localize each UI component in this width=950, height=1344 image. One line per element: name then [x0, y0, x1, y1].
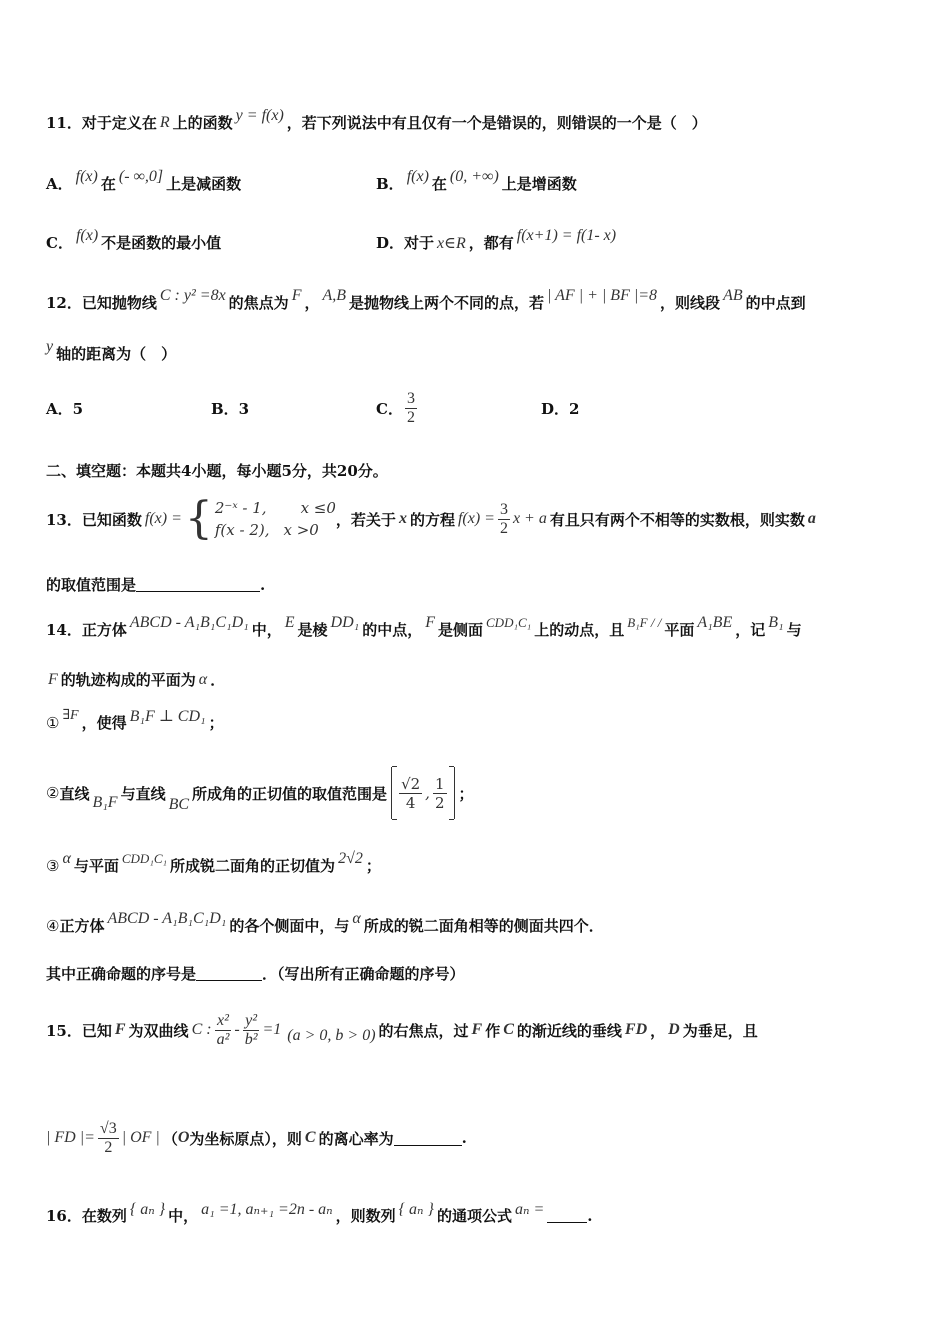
question-15-line2: | FD |= $\frac{√3}{2}$ | OF | （ O 为坐标原点），则 C 的离心率为 . [46, 1119, 467, 1156]
q13-fraction: $\frac{3}{2}$ [499, 500, 508, 537]
q11-c-math-fx: f(x) [75, 226, 99, 244]
question-11-options-ab [46, 167, 910, 194]
q11-option-c[interactable]: C． f(x) 不是函数的最小值 [46, 226, 222, 252]
q11-a-math-interval: (- ∞,0] [118, 167, 164, 185]
q11-math-R: R [159, 113, 170, 131]
q11-a-math-fx: f(x) [75, 167, 98, 185]
q11-option-a[interactable]: A． f(x) 在 (- ∞,0] 上是减函数 [46, 167, 242, 193]
q11-text-pre: 11．对于定义在 [46, 114, 157, 132]
question-14-stem-line2: F 的轨迹构成的平面为 α ． [48, 670, 226, 689]
q11-text-mid: 上的函数 [172, 114, 233, 132]
question-15-stem: 15．已知 F 为双曲线 C : $\frac{\text{x²}}{\text{a²}}$ - $\frac{\text{y²}}{\text{b²}}$ =1 (a > 0, b > 0) 的右焦点，过 F 作 C 的渐近线的垂线 FD ， D 为垂足，且 [46, 1011, 758, 1048]
q12-option-a[interactable]: A．5 [46, 400, 84, 418]
q14-statement-4: ④ 正方体 ABCD - A₁B₁C₁D₁ 的各个侧面中，与 α 所成的锐二面角相等的侧面共四个． [46, 909, 604, 935]
q14-range-bracket: $\frac{√2}{4}$ , $\frac{1}{2}$ [391, 767, 454, 819]
q12-c-fraction: $\frac{3}{2}$ [406, 390, 415, 426]
q12-option-c[interactable]: C． $\frac{3}{2}$ [376, 390, 415, 426]
q13-answer-blank[interactable] [136, 577, 260, 592]
q11-text-post: ，若下列说法中有且仅有一个是错误的，则错误的一个是（ ） [286, 114, 707, 132]
q11-d-math-x-in-R: x∈R [437, 234, 466, 252]
section-2-heading: 二、填空题：本题共4小题，每小题5分，共20分。 [46, 462, 388, 480]
q12-option-b[interactable]: B．3 [211, 400, 250, 418]
question-13-stem: 13．已知函数 f(x) = { 2⁻ˣ - 1, x ≤0 f(x - 2), x >0 ，若关于 x 的方程 f(x) = $\frac{3}{2}$ x + a 有且只有两个不相等的实数根，则实数 a [46, 493, 816, 544]
q12-math-condition: | AF | + | BF |=8 [547, 286, 658, 304]
q11-option-d[interactable]: D． 对于 x∈R ，都有 f(x+1) = f(1- x) [376, 226, 617, 252]
question-11-options-cd [46, 226, 910, 253]
question-16-stem: 16．在数列 { aₙ } 中， a₁ =1, aₙ₊₁ =2n - aₙ ，则数列 { aₙ } 的通项公式 aₙ = . [46, 1200, 593, 1225]
question-13-answer-line: 的取值范围是 . [46, 575, 266, 594]
q11-math-function: y = f(x) [235, 106, 284, 124]
q11-b-math-fx: f(x) [406, 167, 429, 185]
question-14-stem: 14．正方体 ABCD - A₁B₁C₁D₁ 中， E 是棱 DD₁ 的中点， F 是侧面 CDD₁C₁ 上的动点，且 B₁F / / 平面 A₁BE ，记 B₁ 与 [46, 613, 802, 639]
q14-statement-1: ① ∃F ，使得 B₁F ⊥ CD₁ ； [46, 707, 224, 732]
q12-option-d[interactable]: D．2 [541, 400, 580, 418]
q13-math-fx: f(x) = [144, 510, 182, 527]
q16-math-recurrence: a₁ =1, aₙ₊₁ =2n - aₙ [201, 1200, 333, 1218]
question-12-stem: 12．已知抛物线 C : y² =8x 的焦点为 F ， A,B 是抛物线上两个不同的点，若 | AF | + | BF |=8 ，则线段 AB 的中点到 [46, 286, 806, 312]
q14-statement-3: ③ α 与平面 CDD₁C₁ 所成锐二面角的正切值为 2√2 ； [46, 849, 381, 875]
q14-answer-line: 其中正确命题的序号是 ．（写出所有正确命题的序号） [46, 965, 465, 983]
q15-answer-blank[interactable] [394, 1131, 462, 1146]
question-12-options [46, 390, 910, 427]
q11-option-b[interactable]: B． f(x) 在 (0, +∞) 上是增函数 [376, 167, 577, 193]
q15-fraction-x: $\frac{\text{x²}}{\text{a²}}$ [216, 1011, 230, 1048]
q13-piecewise: 2⁻ˣ - 1, x ≤0 f(x - 2), x >0 [214, 499, 336, 539]
q11-b-math-interval: (0, +∞) [449, 167, 499, 185]
question-12-stem-line2: y 轴的距离为（ ） [46, 337, 177, 363]
q11-d-math-symmetry: f(x+1) = f(1- x) [516, 226, 617, 244]
q16-answer-blank[interactable] [547, 1208, 587, 1223]
q12-math-parabola: C : y² =8x [159, 286, 226, 304]
q13-left-brace: { [184, 493, 213, 544]
q14-math-cube: ABCD - A₁B₁C₁D₁ [129, 613, 249, 631]
q14-statement-2: ② 直线 B₁F 与直线 BC 所成角的正切值的取值范围是 $\frac{√2}{4}$ , $\frac{1}{2}$ ； [46, 765, 910, 821]
q15-fraction-y: $\frac{\text{y²}}{\text{b²}}$ [244, 1011, 258, 1048]
q14-answer-blank[interactable] [196, 966, 262, 981]
question-11-stem [46, 106, 910, 133]
q15-fraction-sqrt3: $\frac{√3}{2}$ [99, 1119, 117, 1156]
